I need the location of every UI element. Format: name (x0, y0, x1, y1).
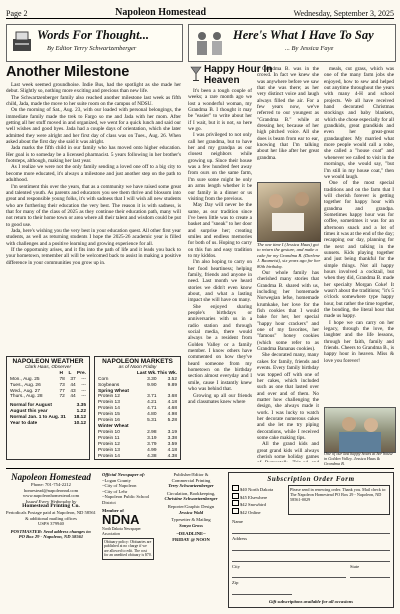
banner-title: Here's What I Have To Say (233, 28, 374, 42)
paragraph: She enjoyed sharing people's birthdays or anniversaries with us in a radio station and through social media, there would always be a resident from Golden Valley or a family member. I know others have commented on how they've heard someone from my hometown on the birthday section almost everyday and I smile, cause I instantly knew who was behind that. (188, 303, 252, 393)
footer-publisher: Homestead Printing Co. (22, 503, 80, 510)
precipitation-summary (10, 403, 86, 427)
paragraph: Jada, here's wishing you the very best in your education quest. All other first year students, as well as returning students I hope the 2025-26 academic year is filled with challenges and a positive learning and growing experience for all. (6, 227, 181, 247)
paragraph: meals, cut grass, which was one of the many farm jobs she enjoyed, how to sew and helped out anytime throughout the years with many 4-H and school projects. We all have received hand decorated Christmas stockings and baby blankets, which she chose especially for all grandkids, great grandkids and even her great-great grandaughter. My married what more people would call a robe, she called a "house coat" and whenever we called to visit in the mornings, she would say, "but I'm still in my house coat," then we would laugh. (324, 66, 394, 180)
market-row: Corn 3.30 3.52 (98, 376, 177, 382)
market-row: Protein 12 3.71 3.68 (98, 394, 177, 400)
footer (6, 468, 394, 610)
banner-byline: ... By Jessica Faye (285, 45, 334, 52)
footer-publication-info (6, 472, 96, 540)
field-address-2 (232, 553, 390, 562)
happy-hour-photo (324, 407, 396, 453)
market-row: Protein 14 4.71 4.68 (98, 406, 177, 412)
staff-listing: Publisher/Editor & Commercial Printing Terry Schwartzenberger Circulation, Bookkeeping, Christine Schwartzenberger Reporter/Graphic Design Jessica Wald Typesetter & Mailing Sonya Gross ~DEADLINE~ FRIDAY @ NOON (158, 472, 224, 543)
paragraph: It's been a tough couple of weeks; a rare month ago we lost a wonderful woman, my Grandma B. I thought it may be "easier" to write about her if I wait, but it is not, so here we go. (188, 88, 252, 133)
subscription-rates: $40 North Dakota $45 Elsewhere $42 Snowbird $42 Online (232, 485, 284, 515)
article-headline: Happy Hour In Heaven (204, 64, 273, 86)
deadline-time: FRIDAY @ NOON (172, 536, 210, 542)
paragraph: Grandma B. was in the crowd. In fact we knew she was anywhere before we saw that she was there; as her very distinct voice and laugh always filled the air. For a few years now, we've referred to our youngest as "Grandma B." while at dressing her, because of her high pitched voice. All she does is beam from ear to ear, knowing that I'm talking about her like after her great grandma. (257, 66, 319, 161)
jessica-article-col-2a (257, 66, 319, 180)
rate-checkbox[interactable] (232, 500, 239, 506)
subscription-title: Subscription Order Form (267, 475, 355, 483)
jessica-article-col-2b (257, 270, 319, 462)
photo-caption: One of our last happy hours at her house in Golden Valley. Jessica Haas & Grandma B. (324, 451, 393, 466)
footer-issued: Issued Every Wednesday by (25, 498, 77, 504)
weather-rows (10, 377, 86, 401)
market-row: Protein 16 5.31 5.28 (98, 418, 177, 424)
paragraph: Our whole family has cherished many stories that Grandma B. shared with us, including her homemade Norwegian lefse, homemade krumkake, her love for the fish cookies that I would bake for her, her special "happy hour crackers" and one of my favorites, her "famous" honey cookies (which some refer to as Grandma Bananas cookies). (257, 270, 319, 353)
precip-row: August this year 1.22 (10, 409, 86, 415)
deadline-label: ~DEADLINE~ (176, 531, 206, 537)
field-zip: Zip (232, 580, 390, 595)
official-newspaper: Official Newspaper of: ~Logan County ~City of Napoleon ~City of Lehr ~Napoleon Public School District Member of NDNA North Dakota Newspaper Association Obituary policy: Obituaries are published at no charge if we are allowed to edit. The cost for an unedited obituary is $70. (102, 472, 154, 560)
postmaster-address: PO Box 29 - Napoleon, ND 58561 (18, 534, 84, 540)
weather-row: Wed., Aug. 27 77 43 --- (10, 388, 86, 394)
weather-row: Thurs., Aug. 28 72 44 --- (10, 394, 86, 400)
issue-date: Wednesday, September 3, 2025 (293, 9, 394, 18)
footer-email[interactable]: homestead@napoleonnd.com (23, 487, 79, 493)
weather-observer: Clark Haas, Observer (24, 364, 72, 370)
subscription-note: Please send in renewing order. Thank you. Mail check to: The Napoleon Homestead PO Box 29 - Napoleon, ND 58561-0029 (288, 485, 390, 515)
cocktail-glass-icon (190, 66, 202, 82)
people-icon (193, 29, 227, 57)
rate-checkbox[interactable] (232, 508, 239, 514)
cake-photo (257, 182, 321, 242)
markets-box (94, 356, 181, 460)
precip-row: Year to date 10.12 (10, 421, 86, 427)
postmaster-note: POSTMASTER: Send address changes to: (10, 528, 92, 534)
editor-article-body (6, 82, 181, 350)
paragraph: I hope we can carry on her legacy, through the love, the laughter and the life lessons, through her faith, family and friends. Cheers to Grandma B., is happy hour in heaven. Miss & love you forever! (324, 319, 394, 364)
paragraph: As I realize we were not the only family sending a loved one off to a big city to become more educated, it's always a milestone and just another step on the path to adulthood. (6, 164, 181, 184)
jessica-column-banner (188, 24, 396, 62)
footer-postage: Periodicals Postage paid at Napoleon, ND 58561 & additional mailing offices (6, 509, 96, 521)
paragraph: On the morning of Sat., Aug. 23, with our loaded with personal belongings, the immediate family made the trek to Fargo so me and Jada with her mom. After getting all her stuff moved in and organized, we went for a quick lunch and said our well wishes and good byes. Jada had a couple days of orientation, which she later admitted they were alright and her first day of class was on Tues., Aug. 26. When asked about the first day she said it was alright. (6, 107, 181, 146)
field-name: Name (232, 519, 390, 534)
weather-row: Tues., Aug. 26 73 44 --- (10, 382, 86, 388)
market-row: Winter Wheat (98, 423, 129, 429)
paragraph: She decorated many, many cakes for family, friends and events. Every family birthday was topped off with one of her cakes, which included such as one that lasted over and over and of them. No matter how challenging the design, she always made it work. I was lucky to watch her decorate numerous cakes and she let me try piping decorations, while I received some cake making tips. (257, 352, 319, 441)
market-row: Protein 14 4.38 4.38 (98, 453, 177, 459)
footer-website[interactable]: www.napoleonhomestead.com (22, 493, 80, 499)
paragraph: If the opportunity arises, and it fits into the path of life and it leads you back to your hometown, remember all will be welcomed back to assist in making a positive difference in your communities you grow up in. (6, 246, 181, 266)
rate-checkbox[interactable] (232, 493, 239, 499)
paragraph: I'm sentiment this over the years, that as a community we have raised some great and talented youth. As parents and educators you see them thrive and blossom into great and responsible young folks, it's with sadness that I will wish all new students who are furthering their education the very best. The reason it is with sadness, is that for many of the class of 2025 as they continue their education path, many will not return to their home town or area where all their talent and wisdom could be put to good use. (6, 183, 181, 228)
ndna-logo: NDNA (102, 512, 140, 528)
masthead: Napoleon Homestead (115, 7, 207, 18)
markets-title: NAPOLEON MARKETS (102, 358, 173, 365)
markets-subtitle: as of Noon Friday (118, 364, 157, 370)
weather-box (6, 356, 90, 460)
field-city-state: City State (232, 564, 390, 579)
field-address: Address (232, 536, 390, 551)
footer-name: Napoleon Homestead (11, 472, 91, 482)
weather-row: Mon., Aug. 25 78 37 --- (10, 376, 86, 382)
markets-header-row: Last Wk. This Wk. (136, 370, 177, 376)
article-headline: Another Milestone (6, 64, 130, 80)
photo-caption: The one time I (Jessica Haas) got to return the gesture, and make a cake for my Grandma B. (Darlene J. Baumeist), six years ago for her 80th birthday. (257, 242, 321, 269)
obituary-policy: Obituary policy: Obituaries are published at no charge if we are allowed to edit. The cost for an unedited obituary is $70. (102, 538, 154, 560)
market-row: Protein 11 3.19 3.38 (98, 435, 177, 441)
banner-byline: By Editor Terry Schwartzenberger (47, 45, 137, 52)
page-number: Page 2 (6, 9, 28, 18)
market-row: Protein 10 2.98 3.19 (98, 429, 177, 435)
paragraph: One of the most special traditions and on the farm that I will cherish forever is getting together for happy hour with grandma and grandpa. Sometimes happy hour was for coffee, sometimes it was for an afternoon snack and a lot of times it was at the end of the day; recapping our day, planning for the next and talking in the sunsets. Kids playing together and just being thankful for the simple things. Not all happy hours involved a cocktail, but when they did, Grandma B. made her specialty Morgan Coke! It wasn't about the traditions; "it's 5 o'clock somewhere type happy hour, but rather the time together, the bonding, the literal hour that made us happy. (324, 180, 394, 320)
paragraph: Jada marks the fifth child in our family who has moved onto higher education. Her goal is to someday be a licensed pharmacist. 5 years following in her brother's footsteps, although, making her last year. (6, 145, 181, 165)
paragraph: Growing up all our friends and classmates knew where (188, 392, 252, 405)
market-row: Protein 13 4.21 4.18 (98, 400, 177, 406)
market-row: Protein 12 3.79 3.59 (98, 441, 177, 447)
weather-title: NAPOLEON WEATHER (12, 358, 84, 365)
paragraph: I was privileged to not only call her grandma, but to have her and my grandpa as our closest neighbors while growing up. Since their house was a few hundred feet away from ours on the same farm, I'm sure some might be only an arms length whether it be our family in a dinner or us visiting from the previous. (188, 132, 252, 202)
paragraph: I'm also hoping to carry on her food heartiness; helping family, friends and anyone in need. Last month we heard stories we didn't even know about, and what a lasting impact she will have on many. (188, 259, 252, 304)
jessica-article-col-3 (324, 66, 394, 404)
rate-checkbox[interactable] (232, 485, 239, 491)
paragraph: May Day will never be the same, as our tradition since I've been little was to create a basket and "sneak" to her door and surprise her; creating smiles and endless memories for both of us. Hoping to carry on this fun and easy tradition to my kiddos. (188, 202, 252, 259)
page-header (6, 4, 394, 19)
typewriter-icon (11, 29, 33, 55)
gift-note: Gift subscriptions available for all occasions (268, 598, 354, 604)
footer-phone: Phone: 701-754-2212 (31, 482, 71, 487)
subscription-order-form (228, 472, 394, 608)
footer-usps: USPS 379940 (38, 521, 64, 527)
precip-row: Normal Jan. 1 to Aug. 31 18.12 (10, 415, 86, 421)
paragraph: All the grand kids and great grand kids will always cherish some holiday games (257, 441, 319, 460)
precip-row: Normal for August 3.35 (10, 403, 86, 409)
weather-header-row: H L Pre. (59, 370, 86, 376)
market-row: Protein 13 4.99 4.18 (98, 447, 177, 453)
paragraph: Last week seemed groundhoise. Indie Bus, had the spotlight as she made her debut. Slightly so, nothing more exciting and precious than new life. (6, 82, 181, 95)
market-rows (98, 377, 177, 460)
market-row: Spring Wheat (98, 388, 129, 394)
banner-title: Words For Thought... (37, 28, 149, 42)
market-row: Soybeans 9.90 9.89 (98, 382, 177, 388)
paragraph: The Schwartzenberger family also reached another milestone last week as fifth child, Jada, made the move to her suite room on the campus of NDSU. (6, 94, 181, 108)
jessica-article-col-1 (188, 88, 252, 462)
market-row: Protein 15 4.80 4.98 (98, 412, 177, 418)
editor-column-banner (6, 24, 183, 62)
